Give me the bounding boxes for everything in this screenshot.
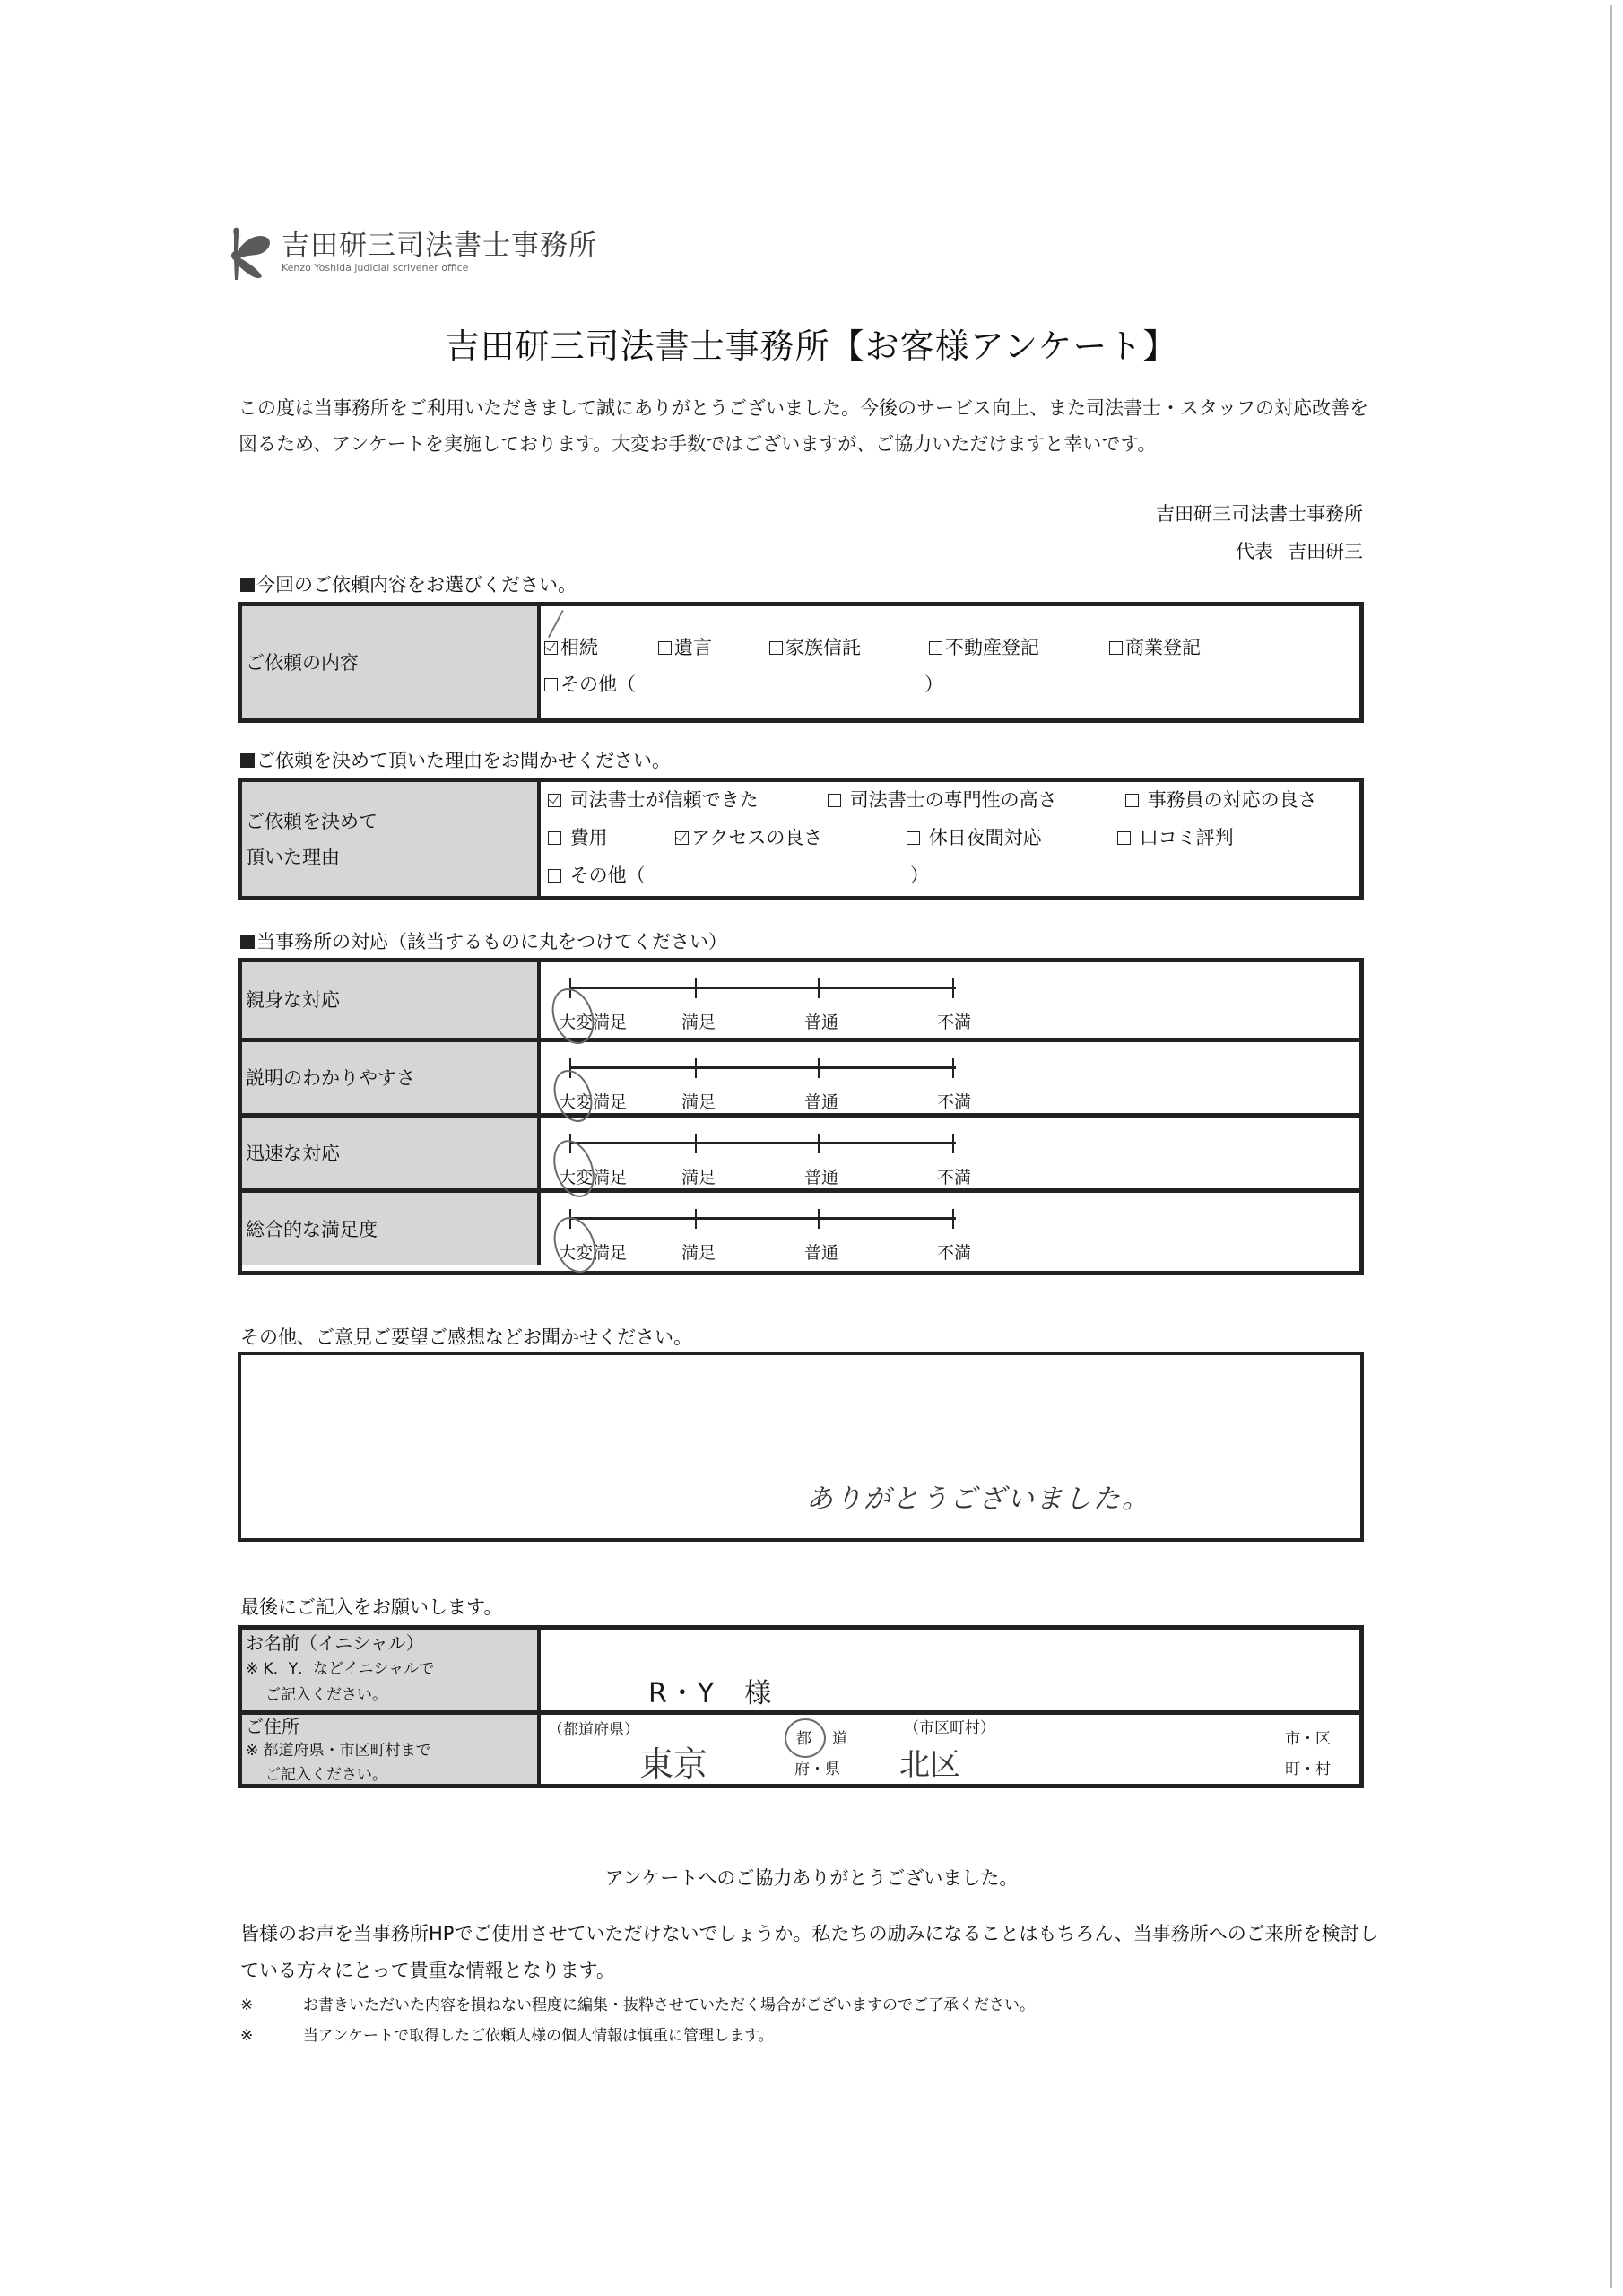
option-kazoku-shintaku[interactable]: 家族信託 <box>769 633 861 660</box>
city-suffix-cho-son[interactable]: 町・村 <box>1285 1761 1331 1779</box>
reason-trust[interactable]: 司法書士が信頼できた <box>548 786 759 813</box>
prefecture-value[interactable]: 東京 <box>639 1744 708 1784</box>
rating-row <box>242 1038 1359 1113</box>
pref-suffix-to[interactable]: 都 <box>796 1730 812 1748</box>
pen-circle-mark <box>546 1211 603 1278</box>
reason-access[interactable]: アクセスの良さ <box>675 823 822 850</box>
request-type-label: ご依頼の内容 <box>242 606 541 718</box>
checkbox[interactable] <box>769 641 783 655</box>
request-type-options <box>541 606 1359 718</box>
section5-heading: 最後にご記入をお願いします。 <box>240 1596 503 1618</box>
scale-satisfied[interactable]: 満足 <box>681 1013 716 1032</box>
option-yuigon[interactable]: 遺言 <box>658 633 712 660</box>
reason-staff[interactable]: 事務員の対応の良さ <box>1125 786 1317 813</box>
address-input[interactable] <box>541 1715 1359 1784</box>
city-caption: （市区町村） <box>904 1719 995 1737</box>
name-row <box>242 1630 1359 1710</box>
section4-heading: その他、ご意見ご要望ご感想などお聞かせください。 <box>240 1326 692 1348</box>
scale-very-satisfied[interactable]: 大変満足 <box>559 1168 628 1187</box>
checkbox[interactable] <box>658 641 672 655</box>
checkbox-checked[interactable] <box>544 641 558 655</box>
reason-label: ご依頼を決めて 頂いた理由 <box>242 782 541 896</box>
checkbox[interactable] <box>548 869 561 883</box>
option-souzoku[interactable]: 相続 <box>544 633 598 660</box>
bullet-square-icon <box>240 753 255 768</box>
note-privacy: ※ 当アンケートで取得したご依頼人様の個人情報は慎重に管理します。 <box>240 2027 774 2045</box>
request-type-table <box>238 602 1364 723</box>
checkbox[interactable] <box>1117 831 1131 845</box>
scale-normal[interactable]: 普通 <box>804 1243 839 1263</box>
signature-representative <box>1236 537 1363 564</box>
checkbox[interactable] <box>828 794 841 807</box>
pref-suffix-fu-ken[interactable]: 府・県 <box>794 1761 840 1779</box>
scale-satisfied[interactable]: 満足 <box>681 1168 716 1187</box>
section3-heading: 当事務所の対応（該当するものに丸をつけてください） <box>240 927 727 954</box>
option-shogyo-toki[interactable]: 商業登記 <box>1109 633 1201 660</box>
checkbox[interactable] <box>548 831 561 845</box>
scale-satisfied[interactable]: 満足 <box>681 1243 716 1263</box>
scale-normal[interactable]: 普通 <box>804 1168 839 1187</box>
scale-very-satisfied[interactable]: 大変満足 <box>559 1243 628 1263</box>
address-label: ご住所 ※ 都道府県・市区町村まで ご記入ください。 <box>242 1715 541 1784</box>
prefecture-caption: （都道府県） <box>548 1721 639 1739</box>
signature-office: 吉田研三司法書士事務所 <box>1156 503 1363 525</box>
checkbox[interactable] <box>1125 794 1139 807</box>
reason-reviews[interactable]: 口コミ評判 <box>1117 823 1234 850</box>
address-row <box>242 1710 1359 1784</box>
section1-heading: 今回のご依頼内容をお選びください。 <box>240 570 577 597</box>
contact-table <box>238 1625 1364 1788</box>
rating-row <box>242 1188 1359 1265</box>
bullet-square-icon <box>240 935 255 949</box>
rating-row <box>242 1113 1359 1188</box>
other-close-paren: ） <box>924 674 943 695</box>
checkbox[interactable] <box>907 831 920 845</box>
reason-expertise[interactable]: 司法書士の専門性の高さ <box>828 786 1057 813</box>
checkbox-checked[interactable] <box>675 831 689 845</box>
name-value: R・Y 様 <box>648 1678 774 1709</box>
logo-name-jp: 吉田研三司法書士事務所 <box>282 230 597 262</box>
city-value[interactable]: 北区 <box>899 1747 960 1783</box>
option-fudosan-toki[interactable]: 不動産登記 <box>929 633 1039 660</box>
reason-options <box>541 782 1359 896</box>
scale-normal[interactable]: 普通 <box>804 1013 839 1032</box>
signature-name: 吉田研三 <box>1288 541 1363 562</box>
scale-very-satisfied[interactable]: 大変満足 <box>559 1092 628 1112</box>
checkbox[interactable] <box>544 678 558 691</box>
butterfly-k-logo-icon <box>226 224 274 282</box>
hp-usage-request: 皆様のお声を当事務所HPでご使用させていただけないでしょうか。私たちの励みになることはもちろん、当事務所へのご来所を検討している方々にとって貴重な情報となります。 <box>240 1923 1378 1981</box>
reason-cost[interactable]: 費用 <box>548 823 608 850</box>
rating-label: 説明のわかりやすさ <box>242 1042 541 1113</box>
rating-label: 迅速な対応 <box>242 1118 541 1188</box>
rating-scale <box>541 962 1359 1038</box>
note-editing: ※ お書きいただいた内容を損ねない程度に編集・抜粋させていただく場合がございますのでご了承ください。 <box>240 1996 1035 2014</box>
scale-dissatisfied[interactable]: 不満 <box>937 1168 972 1187</box>
other-input[interactable] <box>684 670 917 693</box>
city-suffix-shi-ku[interactable]: 市・区 <box>1285 1730 1331 1748</box>
comment-textarea[interactable] <box>238 1352 1364 1542</box>
scale-dissatisfied[interactable]: 不満 <box>937 1243 972 1263</box>
scale-satisfied[interactable]: 満足 <box>681 1092 716 1112</box>
rating-label: 総合的な満足度 <box>242 1193 541 1265</box>
rating-scale <box>541 1118 1359 1188</box>
scale-normal[interactable]: 普通 <box>804 1092 839 1112</box>
pen-circle-mark <box>785 1718 826 1758</box>
rating-scale <box>541 1042 1359 1113</box>
scale-dissatisfied[interactable]: 不満 <box>937 1092 972 1112</box>
scale-dissatisfied[interactable]: 不満 <box>937 1013 972 1032</box>
rating-scale <box>541 1193 1359 1265</box>
office-logo <box>226 224 597 287</box>
page-title: 吉田研三司法書士事務所【お客様アンケート】 <box>445 326 1178 366</box>
rating-row <box>242 962 1359 1038</box>
thanks-message: アンケートへのご協力ありがとうございました。 <box>604 1867 1019 1889</box>
reason-other-close-paren: ） <box>910 865 929 886</box>
reason-holiday[interactable]: 休日夜間対応 <box>907 823 1042 850</box>
logo-name-en: Kenzo Yoshida judicial scrivener office <box>282 262 469 274</box>
name-label: お名前（イニシャル） ※ K．Y．などイニシャルで ご記入ください。 <box>242 1630 541 1710</box>
bullet-square-icon <box>240 578 255 592</box>
reason-table <box>238 778 1364 900</box>
section2-heading: ご依頼を決めて頂いた理由をお聞かせください。 <box>240 746 671 773</box>
handwritten-comment: ありがとうございました。 <box>806 1483 1150 1515</box>
checkbox[interactable] <box>929 641 942 655</box>
pref-suffix-do[interactable]: 道 <box>832 1730 847 1748</box>
scale-very-satisfied[interactable]: 大変満足 <box>559 1013 628 1032</box>
name-input[interactable] <box>541 1630 1359 1710</box>
reason-other-input[interactable] <box>666 861 881 884</box>
checkbox-checked[interactable] <box>548 794 561 807</box>
reason-other[interactable]: その他（ <box>548 861 646 888</box>
checkbox[interactable] <box>1109 641 1123 655</box>
option-other[interactable]: その他（ <box>544 670 636 697</box>
rating-label: 親身な対応 <box>242 962 541 1038</box>
intro-paragraph: この度は当事務所をご利用いただきまして誠にありがとうございました。今後のサービス向上、また司法書士・スタッフの対応改善を図るため、アンケートを実施しております。大変お手数ではございますが、ご協力いただけますと幸いです。 <box>239 397 1368 455</box>
rating-table <box>238 958 1364 1275</box>
signature-role: 代表 <box>1236 541 1273 562</box>
